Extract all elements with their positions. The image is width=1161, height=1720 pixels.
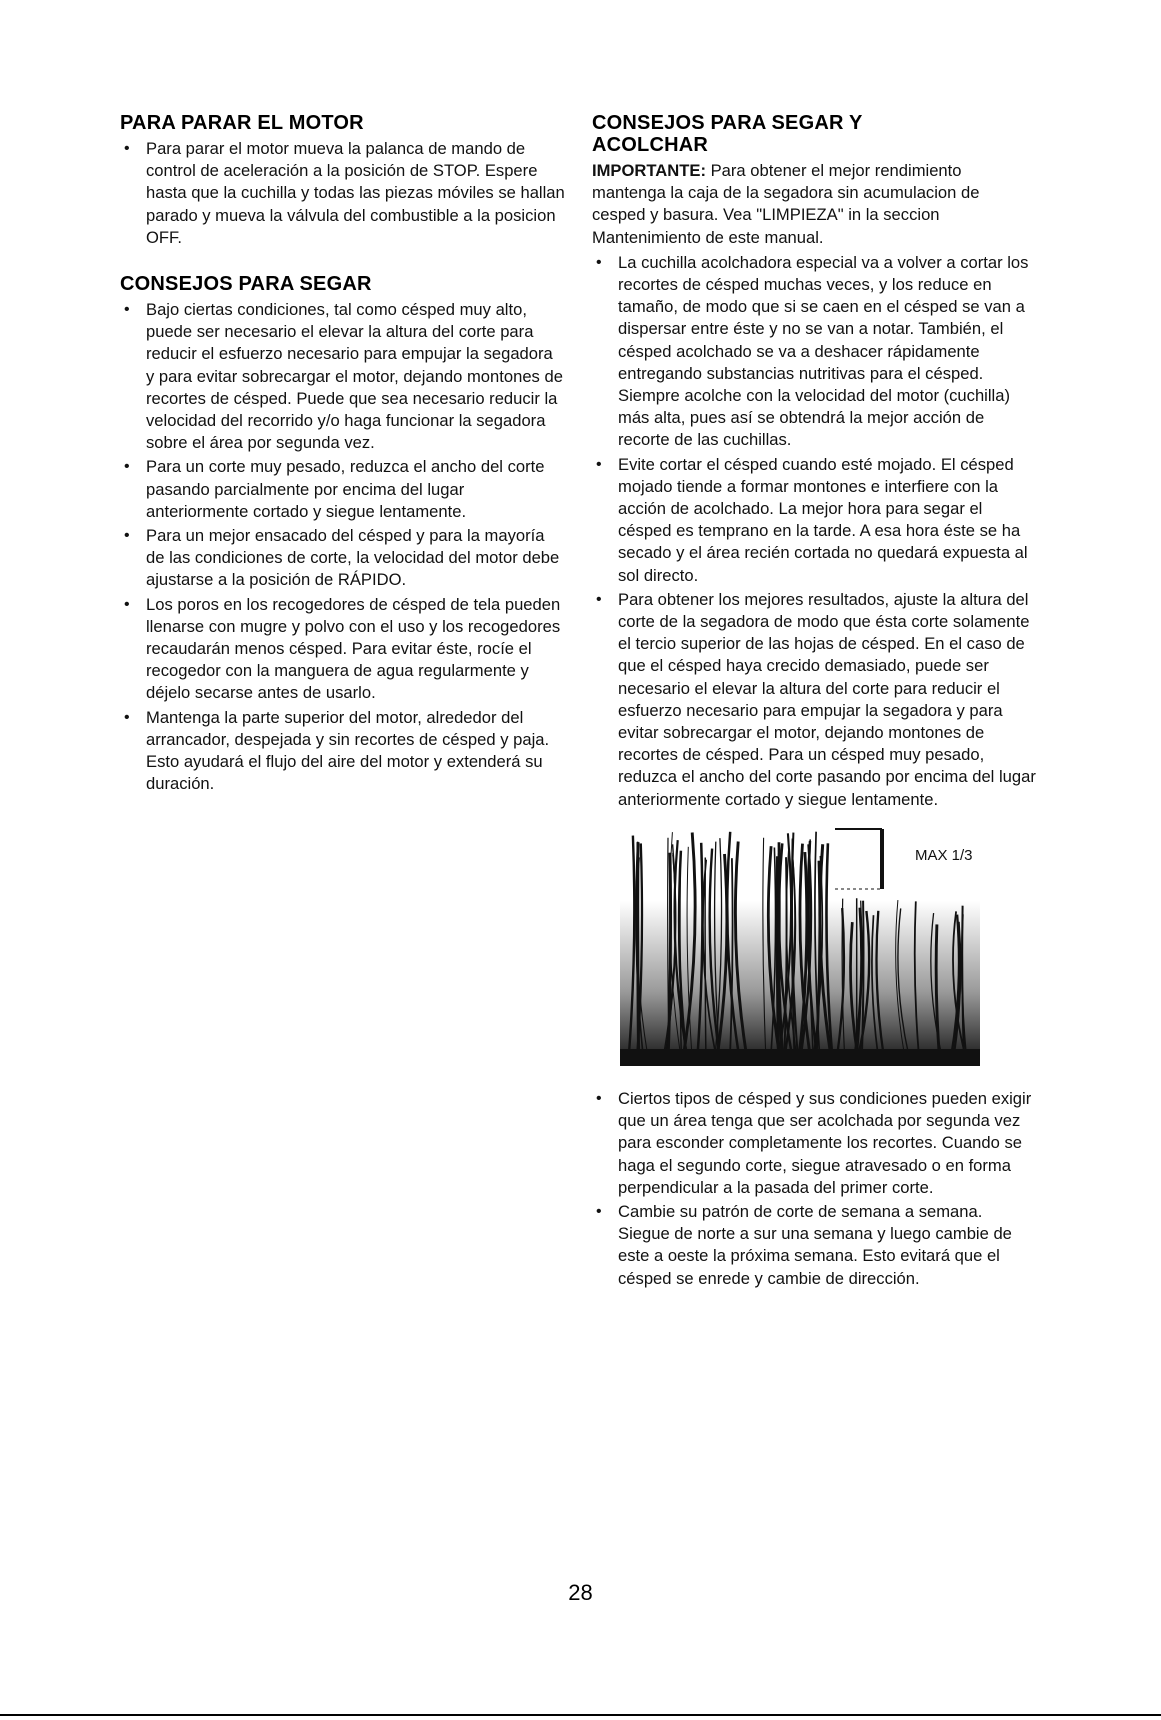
left-column (120, 112, 565, 819)
list-item-text: Para un mejor ensacado del césped y para la mayoría de las condiciones de corte, la velocidad del motor debe ajustarse a la posición de RÁPIDO. (146, 526, 560, 590)
section-parar-motor (120, 112, 565, 249)
list-item-text: Bajo ciertas condiciones, tal como césped muy alto, puede ser necesario el elevar la altura del corte para reducir el esfuerzo necesario para empujar la segadora y para evitar sobrecargar el motor, dejando montones de recortes de césped. Puede que sea necesario reducir la velocidad del recorrido y/o haga funcionar la segadora sobre el área por segunda vez. (146, 300, 563, 453)
heading-parar-motor: PARA PARAR EL MOTOR (120, 112, 364, 134)
bullet-icon: • (596, 455, 602, 473)
intro-bold-label: IMPORTANTE: (592, 161, 706, 180)
list-item (592, 1201, 1037, 1290)
bottom-divider (0, 1714, 1161, 1716)
list-item (592, 454, 1037, 587)
max-cut-label: MAX 1/3 (915, 846, 973, 864)
list-item (120, 456, 565, 523)
bullet-list-acolchar-after (592, 1088, 1037, 1290)
heading-segar-acolchar (592, 112, 1037, 156)
bullet-icon: • (124, 708, 130, 726)
list-item (120, 138, 565, 249)
bullet-icon: • (596, 590, 602, 608)
list-item-text: Los poros en los recogedores de césped de tela pueden llenarse con mugre y polvo con el uso y los recogedores recaudarán menos césped. Para evitar éste, rocíe el recogedor con la manguera de agua regularmente y déjelo secarse antes de usarlo. (146, 594, 561, 703)
bullet-list-parar-motor (120, 138, 565, 249)
list-item-text: Para un corte muy pesado, reduzca el ancho del corte pasando parcialmente por encima del lugar anteriormente cortado y siegue lentamente. (146, 457, 545, 521)
intro-paragraph (592, 160, 1037, 249)
right-column (592, 112, 1037, 1314)
page-number: 28 (568, 1580, 593, 1605)
list-item-text: Ciertos tipos de césped y sus condiciones pueden exigir que un área tenga que ser acolchada por segunda vez para esconder completamente los recortes. Cuando se haga el segundo corte, siegue atravesado o en forma perpendicular a la pasada del primer corte. (618, 1088, 1032, 1197)
list-item (592, 589, 1037, 811)
heading-line-2: ACOLCHAR (592, 134, 709, 156)
list-item-text: Para parar el motor mueva la palanca de mando de control de aceleración a la posición de STOP. Espere hasta que la cuchilla y todas las piezas móviles se hallan parado y mueva la válvula del combustible a la posicion OFF. (146, 139, 565, 247)
heading-line-1: CONSEJOS PARA SEGAR Y (592, 112, 863, 134)
bullet-list-consejos-segar (120, 299, 565, 795)
list-item (120, 594, 565, 705)
list-item (120, 707, 565, 796)
list-item-text: Mantenga la parte superior del motor, alrededor del arrancador, despejada y sin recortes de césped y paja. Esto ayudará el flujo del aire del motor y extenderá su duración. (146, 707, 550, 794)
bullet-icon: • (124, 301, 130, 319)
bullet-icon: • (124, 595, 130, 613)
intro-text: Para obtener el mejor rendimiento mantenga la caja de la segadora sin acumulacion de cesped y basura. Vea "LIMPIEZA" in la seccion Mantenimiento de este manual. (592, 161, 980, 247)
bullet-icon: • (596, 1089, 602, 1107)
bullet-icon: • (124, 527, 130, 545)
list-item-text: Evite cortar el césped cuando esté mojado. El césped mojado tiende a formar montones e interfiere con la acción de acolchado. La mejor hora para segar el césped es temprano en la tarde. A esa hora éste se ha secado y el área recién cortada no quedará expuesta al sol directo. (618, 454, 1028, 585)
bullet-icon: • (124, 140, 130, 157)
bullet-icon: • (124, 458, 130, 476)
bullet-icon: • (596, 1202, 602, 1220)
heading-consejos-segar: CONSEJOS PARA SEGAR (120, 273, 372, 296)
list-item-text: Para obtener los mejores resultados, ajuste la altura del corte de la segadora de modo que ésta corte solamente el tercio superior de las hojas de césped. En el caso de que el césped haya crecido demasiado, puede ser necesario el elevar la altura del corte para reducir el esfuerzo necesario para empujar la segadora y para evitar sobrecargar el motor, dejando montones de recortes de césped. Para un césped muy pesado, reduzca el ancho del corte pasando por encima del lugar anteriormente cortado y siegue lentamente. (618, 589, 1036, 809)
bullet-list-acolchar (592, 252, 1037, 811)
list-item (592, 252, 1037, 452)
list-item (120, 525, 565, 592)
list-item (120, 299, 565, 454)
grass-height-illustration (620, 821, 1010, 1066)
list-item-text: Cambie su patrón de corte de semana a semana. Siegue de norte a sur una semana y luego cambie de este a oeste la próxima semana. Esto evitará que el césped se enrede y cambie de dirección. (618, 1201, 1012, 1288)
bullet-icon: • (596, 253, 602, 271)
section-consejos-segar (120, 273, 565, 795)
section-segar-acolchar (592, 112, 1037, 1290)
list-item-text: La cuchilla acolchadora especial va a volver a cortar los recortes de césped muchas veces, y los reduce en tamaño, de modo que si se caen en el césped se van a dispersar entre éste y no se van a notar. También, el césped acolchado se va a deshacer rápidamente entregando substancias nutritivas para el césped. Siempre acolche con la velocidad del motor (cuchilla) más alta, pues así se obtendrá la mejor acción de recorte de las cuchillas. (618, 252, 1029, 450)
list-item (592, 1088, 1037, 1199)
